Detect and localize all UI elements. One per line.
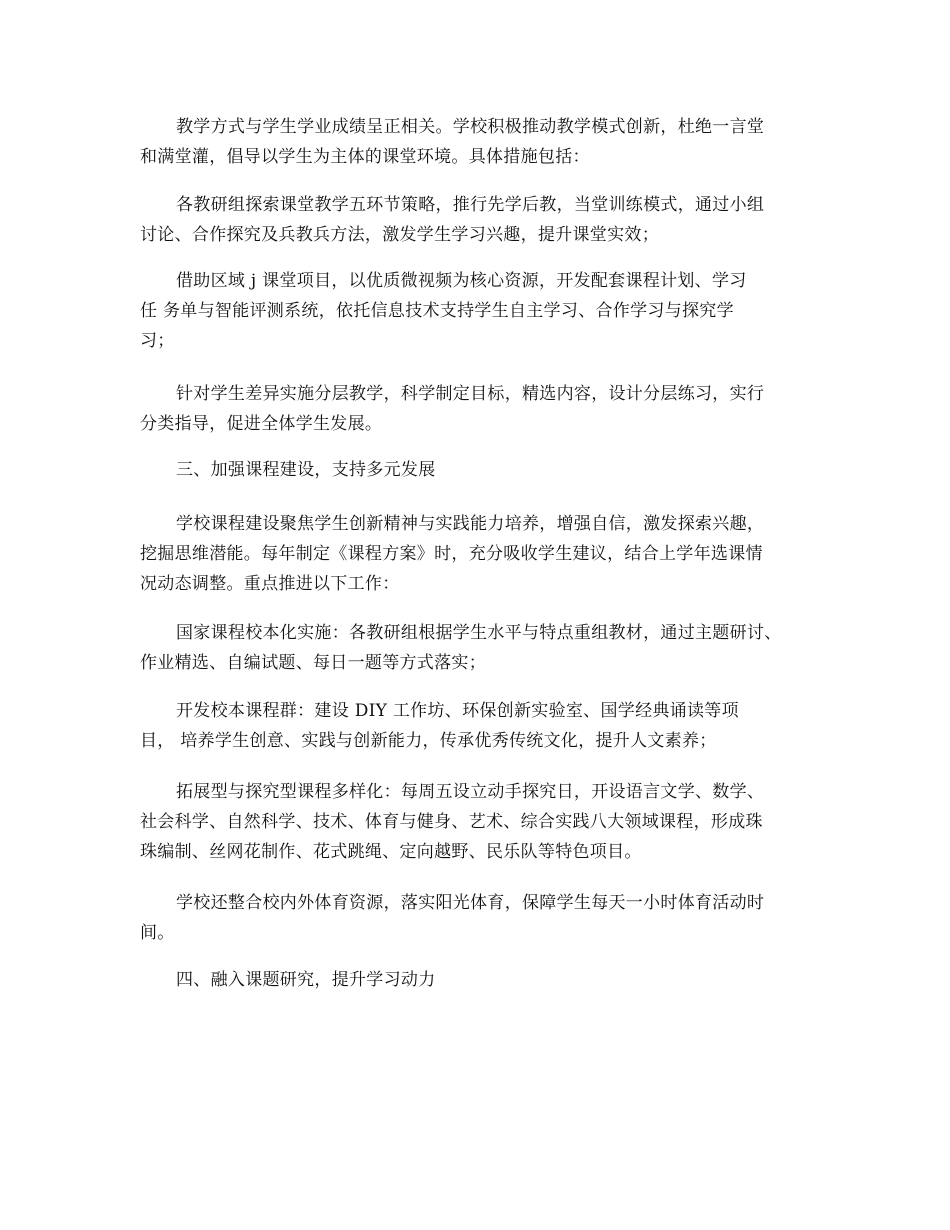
- section-heading-4: [140, 965, 820, 995]
- heading-text: 三、加强课程建设，支持多元发展: [176, 460, 436, 480]
- text-line: 挖掘思维潜能。每年制定《课程方案》时，充分吸收学生建议，结合上学年选课情: [140, 544, 763, 564]
- text-line: 间。: [140, 923, 175, 943]
- text-line: 学校还整合校内外体育资源，落实阳光体育，保障学生每天一小时体育活动时: [176, 893, 765, 913]
- paragraph-teaching-methods: [140, 112, 820, 172]
- text-line: 针对学生差异实施分层教学，科学制定目标，精选内容，设计分层练习，实行: [176, 384, 765, 404]
- text-line: 开发校本课程群：建设 DIY 工作坊、环保创新实验室、国学经典诵读等项: [176, 701, 739, 721]
- text-line: 学校课程建设聚焦学生创新精神与实践能力培养，增强自信，激发探索兴趣，: [176, 514, 765, 534]
- text-line: 况动态调整。重点推进以下工作：: [140, 574, 400, 594]
- text-line: 社会科学、自然科学、技术、体育与健身、艺术、综合实践八大领域课程，形成珠: [140, 812, 763, 832]
- text-line: 作业精选、自编试题、每日一题等方式落实；: [140, 653, 486, 673]
- text-line: 借助区域 j 课堂项目，以优质微视频为核心资源，开发配套课程计划、学习: [176, 271, 747, 291]
- paragraph-curriculum-building: [140, 509, 820, 599]
- text-line: 教学方式与学生学业成绩呈正相关。学校积极推动教学模式创新，杜绝一言堂: [176, 117, 765, 137]
- paragraph-tiered-teaching: [140, 379, 820, 439]
- paragraph-sports-resources: [140, 888, 820, 948]
- text-line: 各教研组探索课堂教学五环节策略，推行先学后教，当堂训练模式，通过小组: [176, 195, 765, 215]
- paragraph-expanded-courses: [140, 777, 820, 867]
- heading-text: 四、融入课题研究，提升学习动力: [176, 970, 436, 990]
- paragraph-school-based-courses: [140, 696, 820, 756]
- text-line: 分类指导，促进全体学生发展。: [140, 414, 383, 434]
- text-line: 目， 培养学生创意、实践与创新能力，传承优秀传统文化，提升人文素养；: [140, 731, 717, 751]
- text-line: 珠编制、丝网花制作、花式跳绳、定向越野、民乐队等特色项目。: [140, 842, 642, 862]
- text-line: 习；: [140, 331, 175, 351]
- paragraph-j-classroom: [140, 266, 820, 356]
- text-line: 拓展型与探究型课程多样化：每周五设立动手探究日，开设语言文学、数学、: [176, 782, 765, 802]
- paragraph-national-curriculum: [140, 618, 820, 678]
- text-line: 任 务单与智能评测系统，依托信息技术支持学生自主学习、合作学习与探究学: [140, 301, 734, 321]
- paragraph-five-step-strategy: [140, 190, 820, 250]
- text-line: 和满堂灌，倡导以学生为主体的课堂环境。具体措施包括：: [140, 147, 590, 167]
- text-line: 国家课程校本化实施：各教研组根据学生水平与特点重组教材，通过主题研讨、: [176, 623, 782, 643]
- text-line: 讨论、合作探究及兵教兵方法，激发学生学习兴趣，提升课堂实效；: [140, 225, 659, 245]
- section-heading-3: [140, 455, 820, 485]
